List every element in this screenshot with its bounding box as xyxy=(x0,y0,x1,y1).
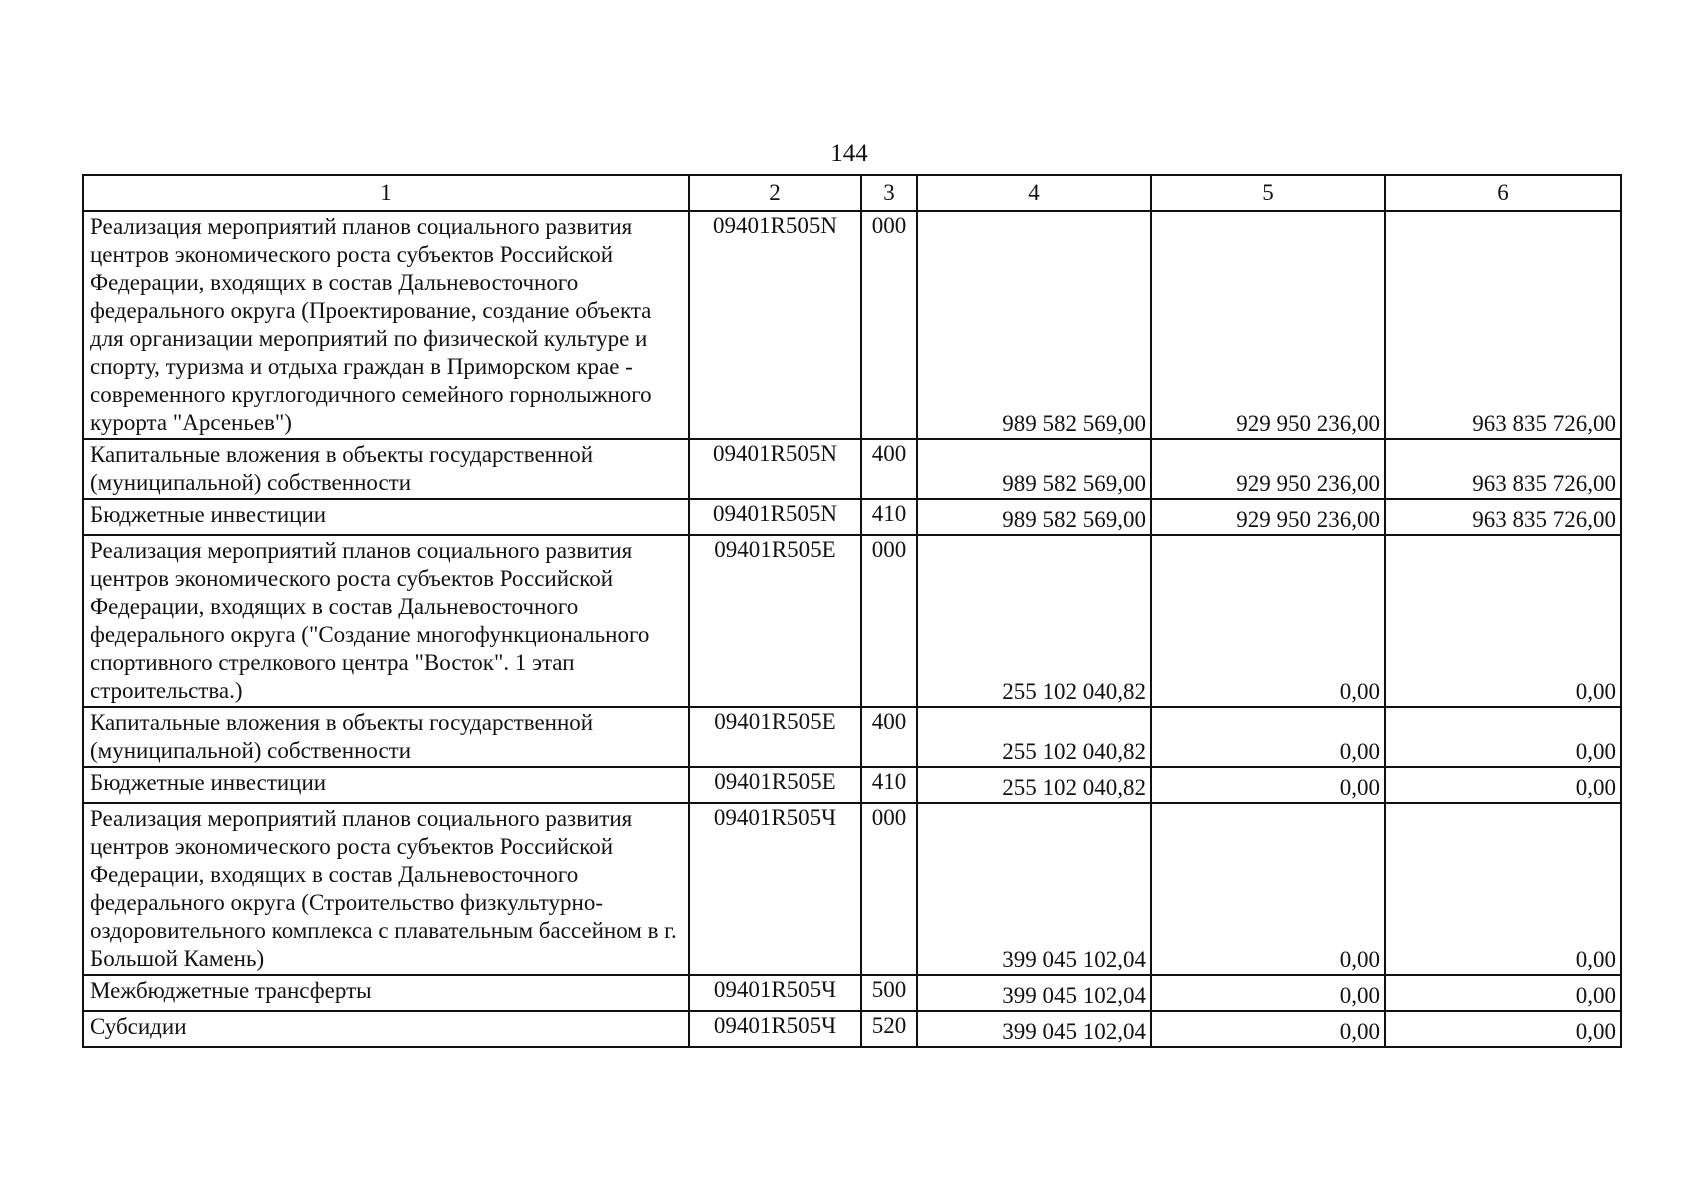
column-header: 3 xyxy=(861,175,917,211)
row-amount-col4: 399 045 102,04 xyxy=(917,975,1151,1011)
row-expense-type: 400 xyxy=(861,707,917,767)
budget-table xyxy=(82,174,1622,1048)
row-amount-col5: 929 950 236,00 xyxy=(1151,439,1385,499)
row-expense-type: 520 xyxy=(861,1011,917,1047)
row-name: Капитальные вложения в объекты государственной (муниципальной) собственности xyxy=(83,439,689,499)
row-amount-col6: 0,00 xyxy=(1385,803,1621,975)
row-amount-col4: 255 102 040,82 xyxy=(917,707,1151,767)
row-amount-col6: 963 835 726,00 xyxy=(1385,499,1621,535)
table-row xyxy=(83,211,1621,439)
column-header: 2 xyxy=(689,175,861,211)
row-target-code: 09401R505E xyxy=(689,535,861,707)
column-header: 5 xyxy=(1151,175,1385,211)
row-amount-col6: 0,00 xyxy=(1385,535,1621,707)
row-amount-col5: 929 950 236,00 xyxy=(1151,499,1385,535)
row-target-code: 09401R505N xyxy=(689,439,861,499)
row-target-code: 09401R505Ч xyxy=(689,1011,861,1047)
row-name: Реализация мероприятий планов социального развития центров экономического роста субъектов Российской Федерации, входящих в состав Дальневосточного федерального округа (Строительство физкультурно-оздоровительного комплекса с плавательным бассейном в г. Большой Камень) xyxy=(83,803,689,975)
row-target-code: 09401R505Ч xyxy=(689,803,861,975)
row-expense-type: 500 xyxy=(861,975,917,1011)
row-amount-col5: 0,00 xyxy=(1151,767,1385,803)
row-expense-type: 410 xyxy=(861,499,917,535)
row-amount-col6: 0,00 xyxy=(1385,1011,1621,1047)
row-name: Реализация мероприятий планов социального развития центров экономического роста субъектов Российской Федерации, входящих в состав Дальневосточного федерального округа (Проектирование, создание объекта для организации мероприятий по физической культуре и спорту, туризма и отдыха граждан в Приморском крае - современного круглогодичного семейного горнолыжного курорта "Арсеньев") xyxy=(83,211,689,439)
row-expense-type: 000 xyxy=(861,211,917,439)
page-number: 144 xyxy=(830,140,868,167)
table-row xyxy=(83,1011,1621,1047)
table-row xyxy=(83,975,1621,1011)
row-target-code: 09401R505N xyxy=(689,211,861,439)
row-expense-type: 400 xyxy=(861,439,917,499)
column-header: 6 xyxy=(1385,175,1621,211)
row-amount-col5: 929 950 236,00 xyxy=(1151,211,1385,439)
row-target-code: 09401R505Ч xyxy=(689,975,861,1011)
row-amount-col4: 255 102 040,82 xyxy=(917,535,1151,707)
row-amount-col4: 255 102 040,82 xyxy=(917,767,1151,803)
row-amount-col4: 989 582 569,00 xyxy=(917,439,1151,499)
row-amount-col5: 0,00 xyxy=(1151,535,1385,707)
row-amount-col6: 963 835 726,00 xyxy=(1385,439,1621,499)
table-row xyxy=(83,499,1621,535)
row-target-code: 09401R505N xyxy=(689,499,861,535)
row-expense-type: 000 xyxy=(861,535,917,707)
row-amount-col5: 0,00 xyxy=(1151,975,1385,1011)
row-amount-col4: 989 582 569,00 xyxy=(917,499,1151,535)
row-amount-col4: 399 045 102,04 xyxy=(917,1011,1151,1047)
column-header: 4 xyxy=(917,175,1151,211)
table-row xyxy=(83,803,1621,975)
table-row xyxy=(83,767,1621,803)
row-name: Реализация мероприятий планов социального развития центров экономического роста субъектов Российской Федерации, входящих в состав Дальневосточного федерального округа ("Создание многофункционального спортивного стрелкового центра "Восток". 1 этап строительства.) xyxy=(83,535,689,707)
row-name: Субсидии xyxy=(83,1011,689,1047)
row-amount-col5: 0,00 xyxy=(1151,707,1385,767)
row-amount-col6: 963 835 726,00 xyxy=(1385,211,1621,439)
row-amount-col4: 399 045 102,04 xyxy=(917,803,1151,975)
column-header: 1 xyxy=(83,175,689,211)
row-name: Межбюджетные трансферты xyxy=(83,975,689,1011)
row-amount-col6: 0,00 xyxy=(1385,707,1621,767)
row-target-code: 09401R505E xyxy=(689,767,861,803)
row-amount-col5: 0,00 xyxy=(1151,803,1385,975)
row-amount-col6: 0,00 xyxy=(1385,767,1621,803)
row-expense-type: 000 xyxy=(861,803,917,975)
row-name: Бюджетные инвестиции xyxy=(83,499,689,535)
table-row xyxy=(83,707,1621,767)
table-row xyxy=(83,535,1621,707)
row-target-code: 09401R505E xyxy=(689,707,861,767)
row-amount-col6: 0,00 xyxy=(1385,975,1621,1011)
table-header-row xyxy=(83,175,1621,211)
row-name: Бюджетные инвестиции xyxy=(83,767,689,803)
row-name: Капитальные вложения в объекты государственной (муниципальной) собственности xyxy=(83,707,689,767)
table-row xyxy=(83,439,1621,499)
row-amount-col5: 0,00 xyxy=(1151,1011,1385,1047)
row-amount-col4: 989 582 569,00 xyxy=(917,211,1151,439)
row-expense-type: 410 xyxy=(861,767,917,803)
